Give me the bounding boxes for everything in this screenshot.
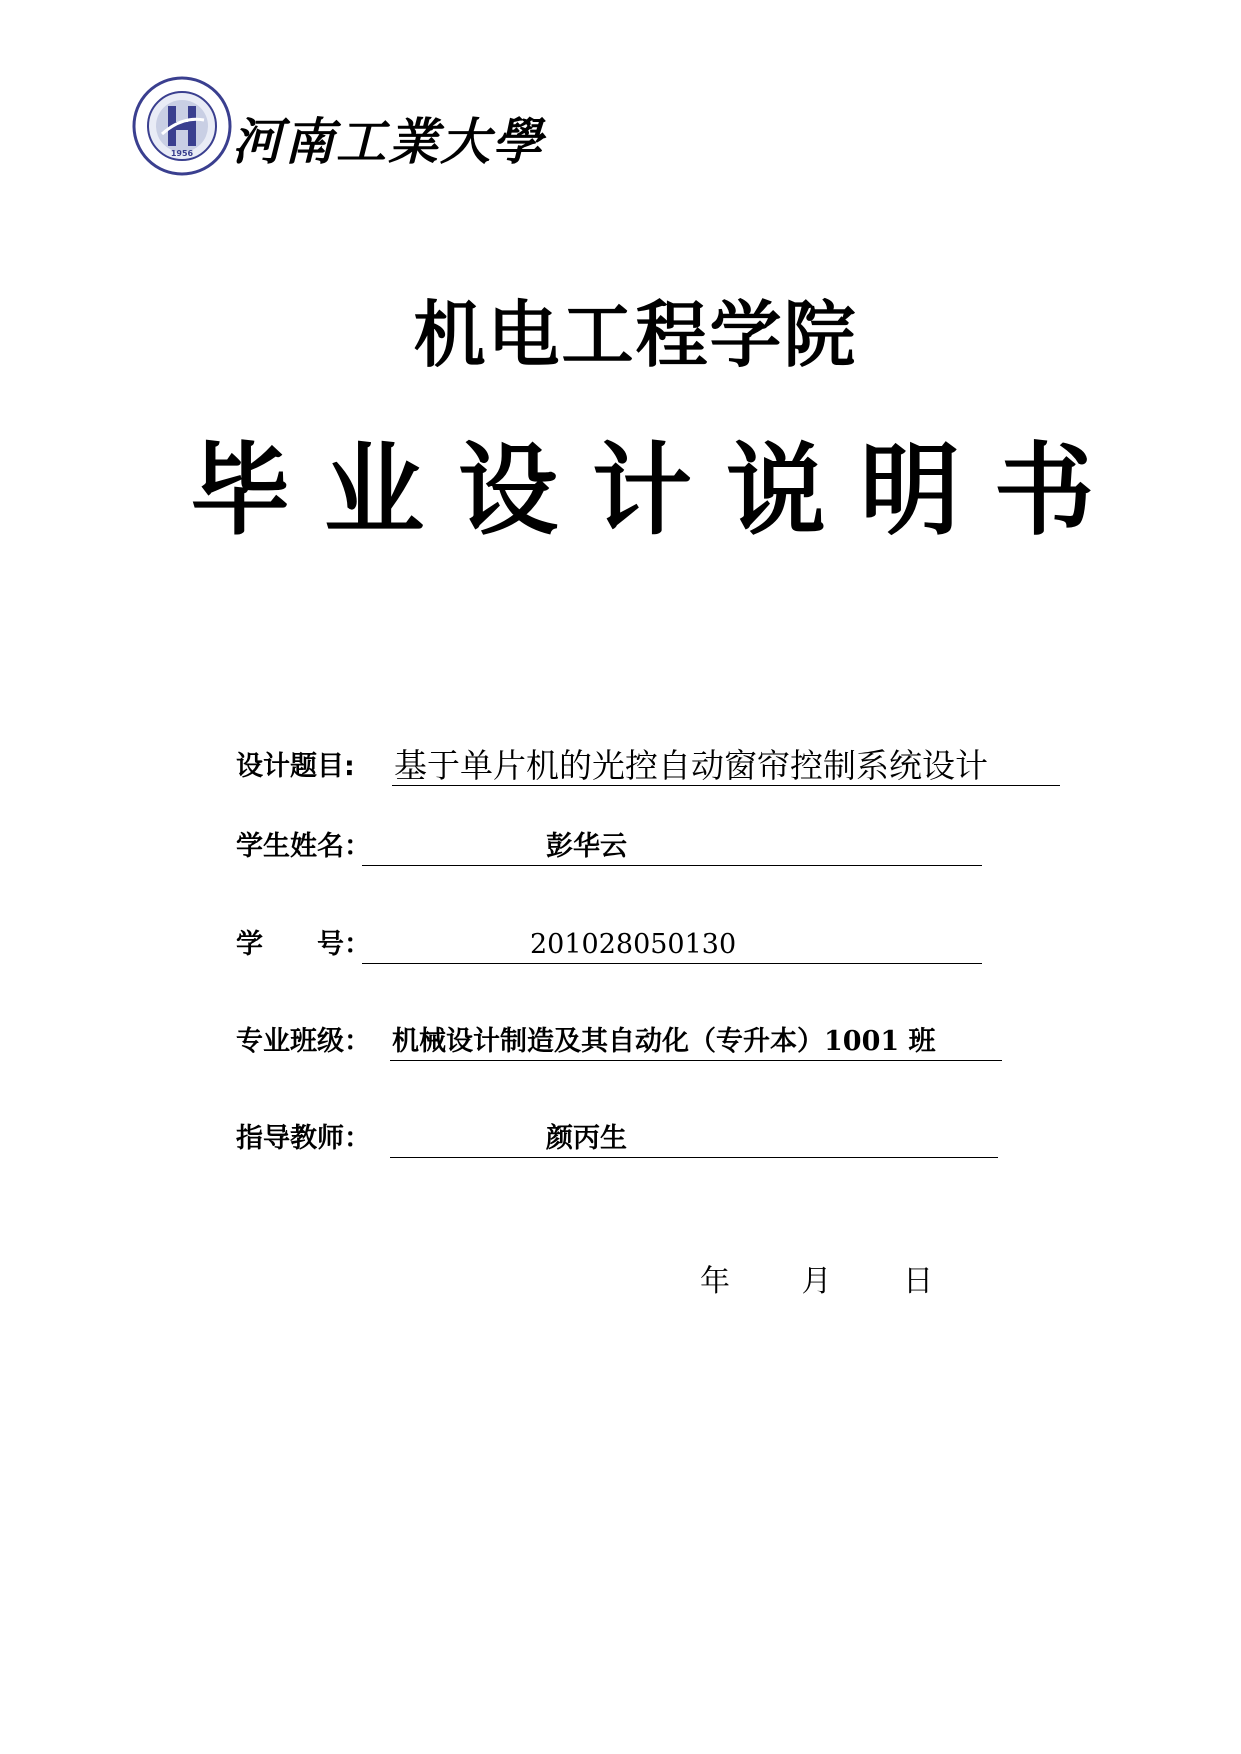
advisor-underline (390, 1157, 998, 1158)
svg-text:1956: 1956 (170, 149, 194, 158)
advisor-label: 指导教师： (236, 1123, 371, 1154)
major-class-value: 机械设计制造及其自动化（专升本）1001 班 (392, 1026, 936, 1057)
student-id-underline (362, 963, 982, 964)
date-year: 年 (700, 1264, 730, 1299)
student-name-value: 彭华云 (546, 831, 627, 862)
student-id-label: 学 号： (236, 929, 371, 960)
date-row (700, 1262, 995, 1302)
major-class-underline (390, 1060, 1002, 1061)
university-name: 河南工業大學 (232, 112, 544, 171)
student-name-underline (362, 865, 982, 866)
student-name-label: 学生姓名： (236, 831, 371, 862)
thesis-title-value: 基于单片机的光控自动窗帘控制系统设计 (394, 746, 988, 785)
student-id-value: 201028050130 (530, 929, 737, 960)
date-month: 月 (801, 1264, 832, 1299)
university-logo (132, 76, 552, 186)
date-day: 日 (903, 1264, 934, 1299)
major-class-label: 专业班级： (236, 1026, 371, 1057)
thesis-title-label: 设计题目: (236, 751, 355, 782)
college-name: 机电工程学院 (413, 292, 858, 377)
advisor-value: 颜丙生 (546, 1123, 627, 1154)
university-seal-icon (132, 76, 232, 176)
document-title: 毕业设计说明书 (190, 431, 1128, 549)
